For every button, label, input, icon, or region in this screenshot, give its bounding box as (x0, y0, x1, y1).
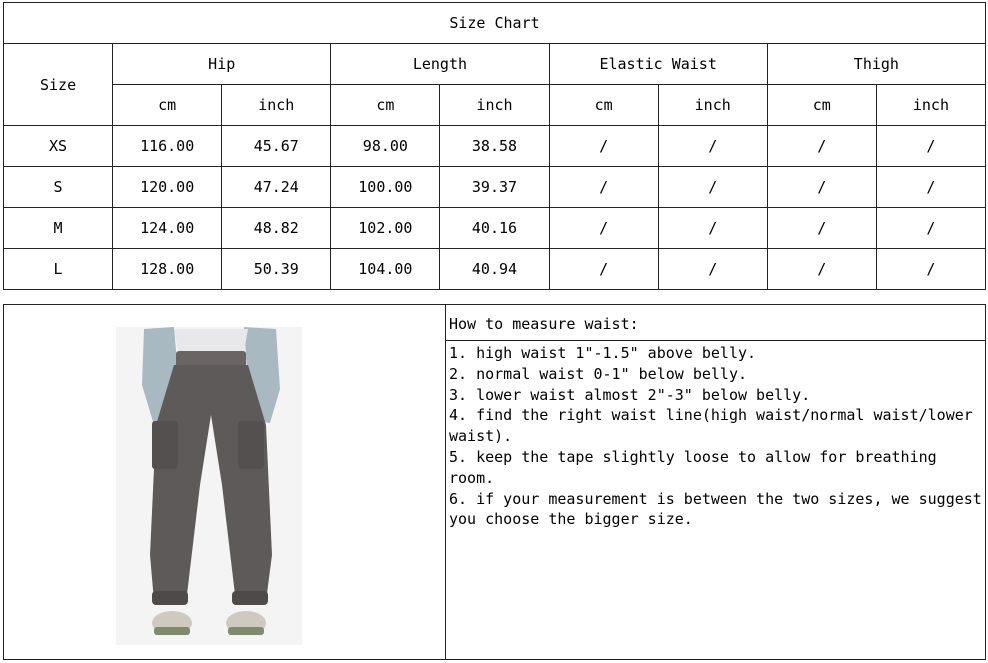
length-inch-cell: 39.37 (440, 167, 549, 208)
thigh-cm-cell: / (767, 167, 876, 208)
list-item: 4. find the right waist line(high waist/normal waist/lower waist). (449, 406, 973, 446)
size-chart-table (3, 2, 986, 290)
thigh-inch-header: inch (876, 85, 985, 126)
thigh-cm-cell: / (767, 249, 876, 290)
hip-cm-cell: 116.00 (113, 126, 222, 167)
length-inch-cell: 40.16 (440, 208, 549, 249)
list-item: 6. if your measurement is between the two sizes, we suggest you choose the bigger size. (449, 489, 982, 529)
length-inch-cell: 38.58 (440, 126, 549, 167)
elastic-waist-inch-cell: / (658, 126, 767, 167)
hip-cm-cell: 120.00 (113, 167, 222, 208)
how-to-measure-title: How to measure waist: (446, 305, 985, 341)
hip-inch-cell: 50.39 (222, 249, 331, 290)
length-cm-cell: 104.00 (331, 249, 440, 290)
elastic-waist-cm-cell: / (549, 249, 658, 290)
elastic-waist-inch-cell: / (658, 167, 767, 208)
thigh-inch-cell: / (876, 167, 985, 208)
size-cell: M (4, 208, 113, 249)
elastic-waist-group-header: Elastic Waist (549, 44, 767, 85)
thigh-cm-header: cm (767, 85, 876, 126)
size-cell: XS (4, 126, 113, 167)
hip-inch-cell: 45.67 (222, 126, 331, 167)
table-row (4, 249, 986, 290)
length-cm-header: cm (331, 85, 440, 126)
measurement-guide (3, 304, 986, 660)
product-photo-panel (4, 305, 446, 659)
instruction-list (446, 341, 985, 532)
elastic-waist-cm-cell: / (549, 208, 658, 249)
list-item: 2. normal waist 0-1" below belly. (449, 364, 748, 383)
thigh-cm-cell: / (767, 126, 876, 167)
hip-cm-cell: 124.00 (113, 208, 222, 249)
length-cm-cell: 102.00 (331, 208, 440, 249)
size-chart-title: Size Chart (4, 3, 986, 44)
list-item: 1. high waist 1"-1.5" above belly. (449, 344, 757, 362)
thigh-inch-cell: / (876, 249, 985, 290)
elastic-waist-inch-header: inch (658, 85, 767, 126)
thigh-inch-cell: / (876, 208, 985, 249)
hip-cm-cell: 128.00 (113, 249, 222, 290)
thigh-cm-cell: / (767, 208, 876, 249)
instructions-panel (446, 305, 985, 659)
elastic-waist-cm-header: cm (549, 85, 658, 126)
table-row (4, 167, 986, 208)
elastic-waist-inch-cell: / (658, 249, 767, 290)
size-column-header: Size (4, 44, 113, 126)
length-inch-header: inch (440, 85, 549, 126)
elastic-waist-cm-cell: / (549, 126, 658, 167)
hip-cm-header: cm (113, 85, 222, 126)
hip-inch-cell: 48.82 (222, 208, 331, 249)
length-group-header: Length (331, 44, 549, 85)
length-cm-cell: 98.00 (331, 126, 440, 167)
length-inch-cell: 40.94 (440, 249, 549, 290)
elastic-waist-inch-cell: / (658, 208, 767, 249)
hip-group-header: Hip (113, 44, 331, 85)
list-item: 3. lower waist almost 2"-3" below belly. (449, 385, 811, 404)
table-row (4, 126, 986, 167)
length-cm-cell: 100.00 (331, 167, 440, 208)
cargo-pants-illustration (4, 305, 445, 659)
size-cell: S (4, 167, 113, 208)
hip-inch-header: inch (222, 85, 331, 126)
list-item: 5. keep the tape slightly loose to allow for breathing room. (449, 447, 937, 487)
thigh-inch-cell: / (876, 126, 985, 167)
thigh-group-header: Thigh (767, 44, 985, 85)
table-row (4, 208, 986, 249)
size-cell: L (4, 249, 113, 290)
hip-inch-cell: 47.24 (222, 167, 331, 208)
elastic-waist-cm-cell: / (549, 167, 658, 208)
